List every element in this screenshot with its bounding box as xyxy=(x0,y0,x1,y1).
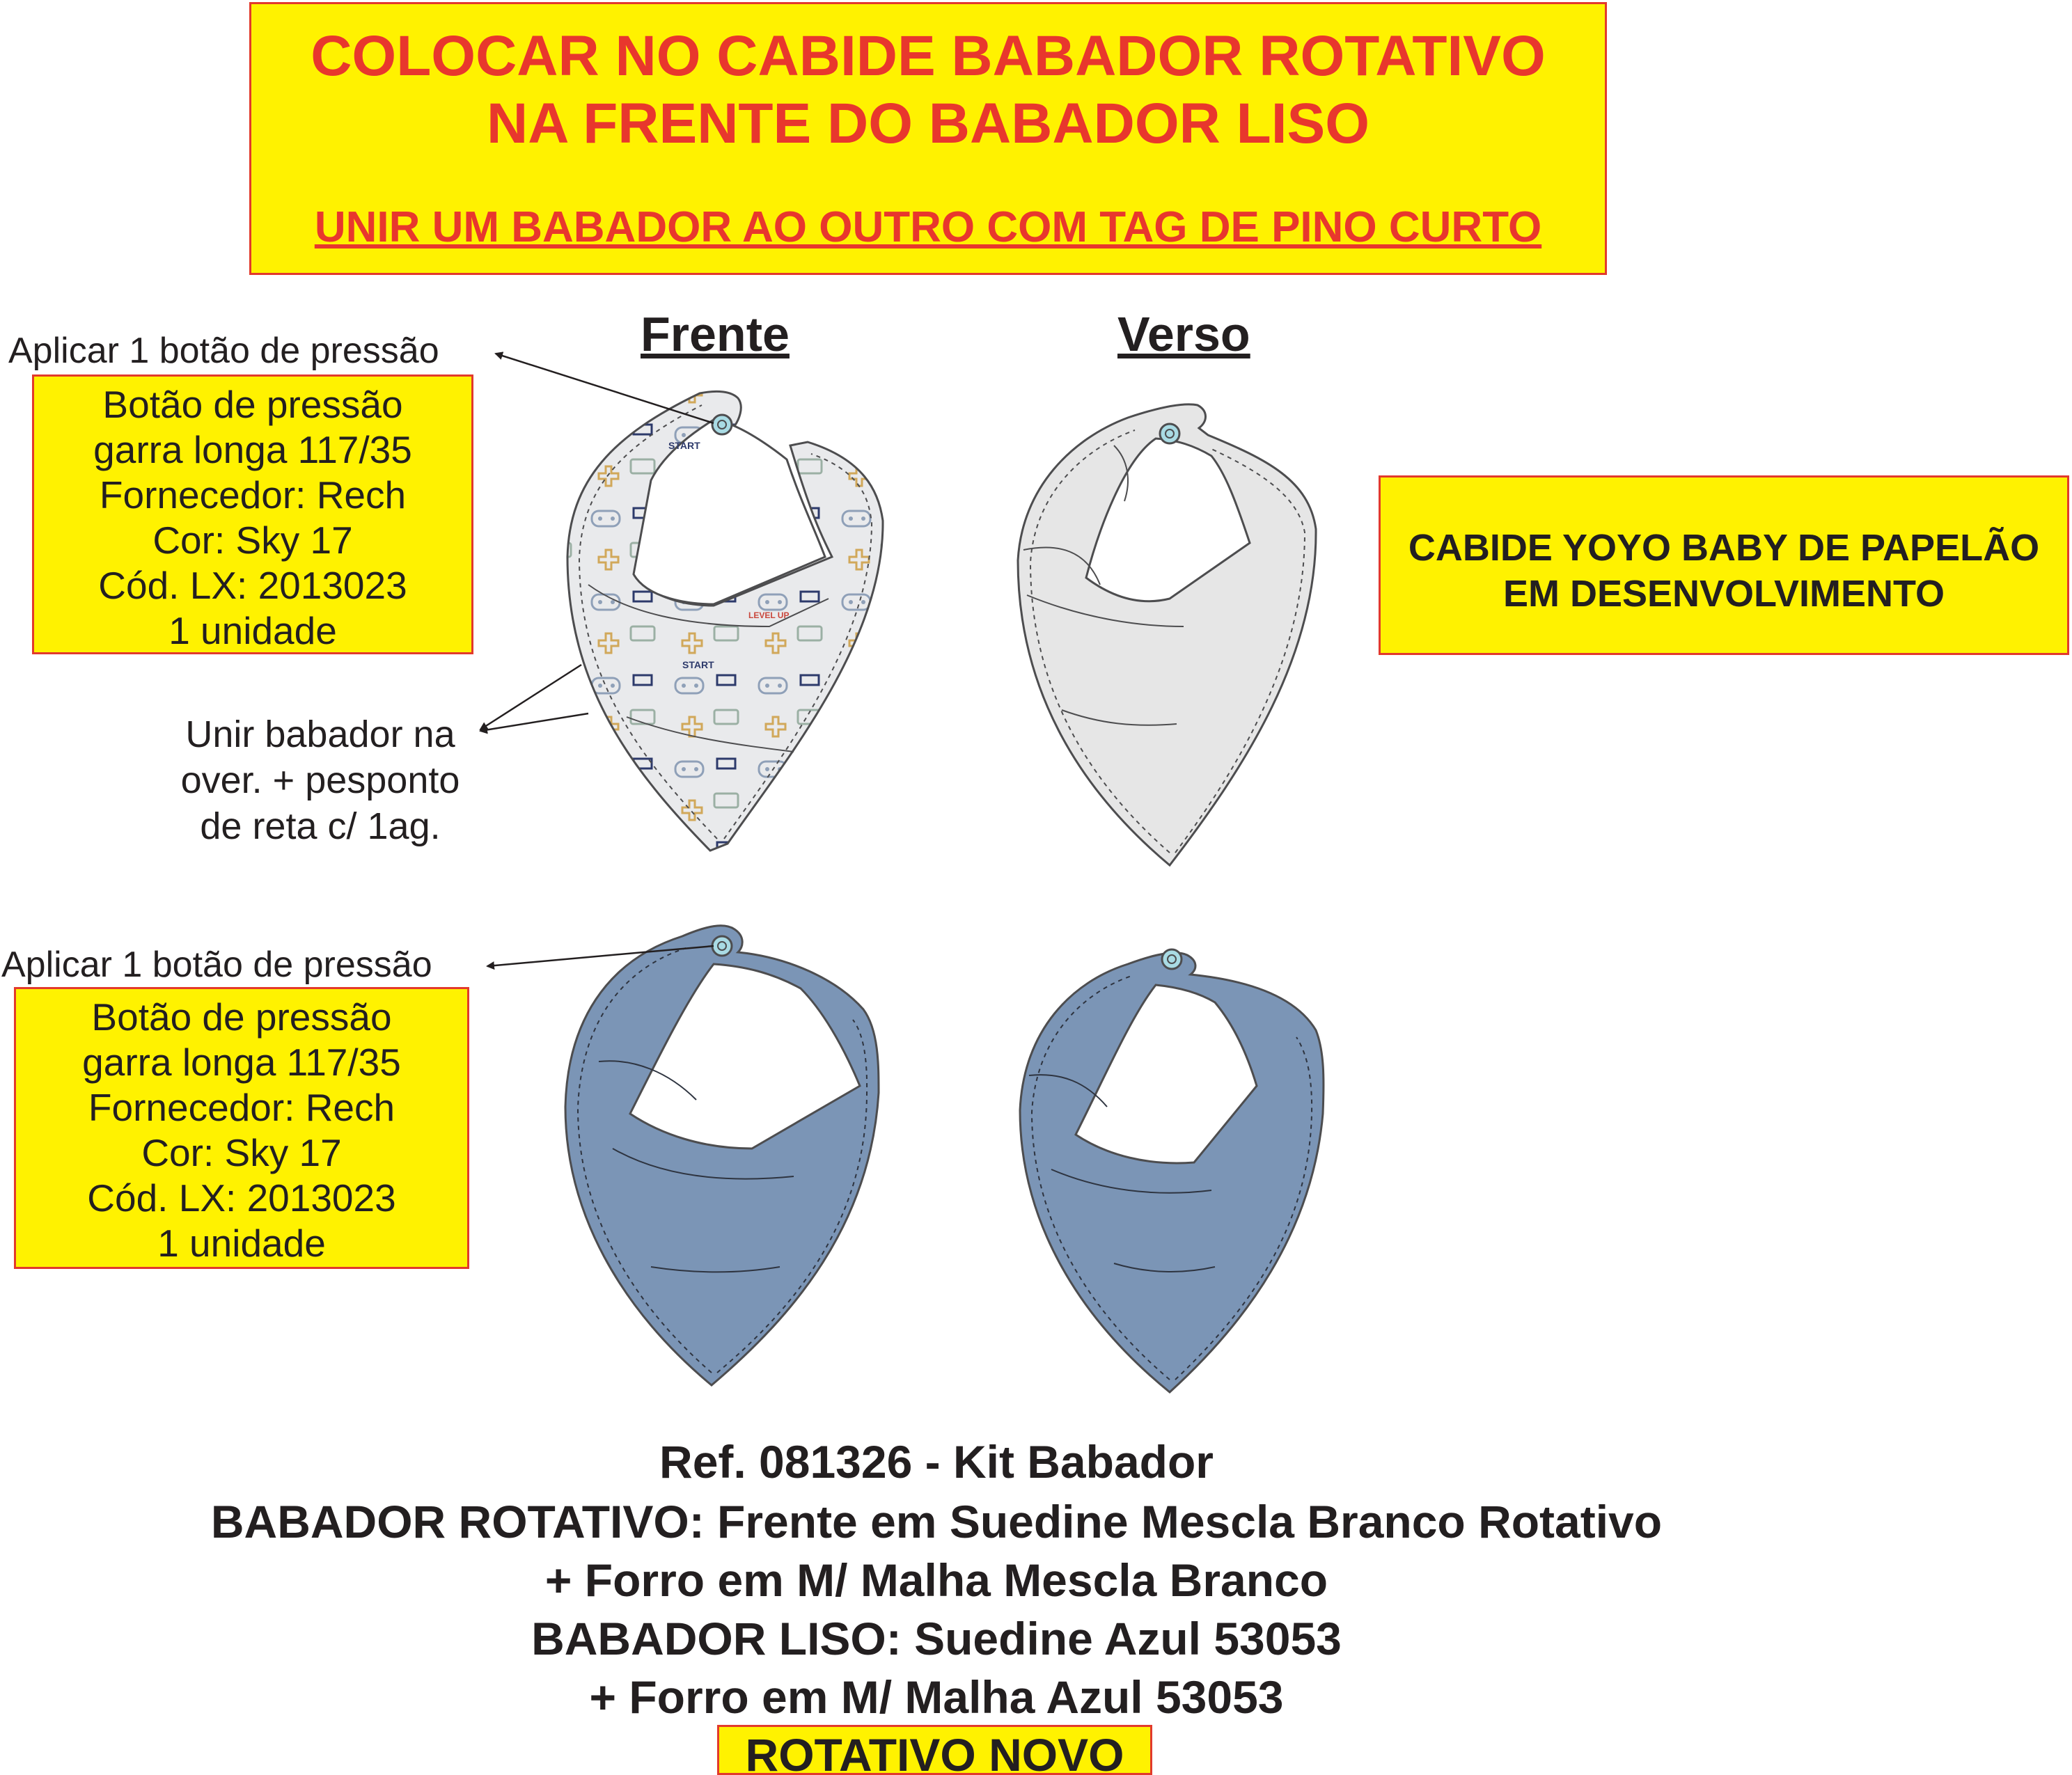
bib-blue-front xyxy=(565,926,879,1385)
spec-line: Cód. LX: 2013023 xyxy=(87,1176,396,1220)
spec-line: garra longa 117/35 xyxy=(93,428,412,471)
spec-line: Cód. LX: 2013023 xyxy=(98,564,407,607)
spec-line: garra longa 117/35 xyxy=(82,1041,401,1084)
spec-line: Fornecedor: Rech xyxy=(99,473,407,516)
hanger-line: CABIDE YOYO BABY DE PAPELÃO xyxy=(1408,527,2040,569)
footer-liso-desc: BABADOR LISO: Suedine Azul 53053 xyxy=(531,1613,1342,1664)
spec-line: Botão de pressão xyxy=(91,995,392,1039)
spec-line: Fornecedor: Rech xyxy=(88,1086,395,1129)
snap-button-icon xyxy=(1160,424,1179,443)
print-word-level-up: LEVEL UP xyxy=(748,610,790,620)
header-line-1: COLOCAR NO CABIDE BABADOR ROTATIVO xyxy=(311,24,1546,88)
footer-ref: Ref. 081326 - Kit Babador xyxy=(659,1436,1214,1488)
apply-snap-label-bottom: Aplicar 1 botão de pressão xyxy=(1,945,432,985)
arrow-snap-top xyxy=(496,354,714,423)
spec-line: 1 unidade xyxy=(157,1222,326,1265)
seam-note-line: Unir babador na xyxy=(185,713,455,755)
bib-blue-back xyxy=(1020,949,1324,1392)
bib-printed-front xyxy=(567,391,883,851)
spec-line: Cor: Sky 17 xyxy=(141,1131,342,1174)
snap-button-icon xyxy=(1162,949,1182,969)
arrow-seam-upper xyxy=(480,665,581,729)
header-line-2: NA FRENTE DO BABADOR LISO xyxy=(487,92,1369,155)
print-word-start: START xyxy=(682,659,714,670)
seam-note-line: over. + pesponto xyxy=(180,759,460,801)
rotativo-novo-badge xyxy=(717,1725,1152,1775)
arrow-seam-lower xyxy=(480,713,588,731)
footer-rotativo-lining: + Forro em M/ Malha Mescla Branco xyxy=(544,1554,1328,1606)
footer-liso-lining: + Forro em M/ Malha Azul 53053 xyxy=(589,1671,1284,1723)
rotativo-novo-label: ROTATIVO NOVO xyxy=(745,1729,1124,1775)
back-view-label: Verso xyxy=(1117,307,1250,361)
spec-line: 1 unidade xyxy=(168,609,337,652)
spec-line: Cor: Sky 17 xyxy=(152,519,353,562)
seam-note-line: de reta c/ 1ag. xyxy=(200,805,441,847)
hanger-line: EM DESENVOLVIMENTO xyxy=(1502,573,1945,615)
bib-grey-back xyxy=(1018,404,1316,865)
apply-snap-label-top: Aplicar 1 botão de pressão xyxy=(8,331,439,371)
snap-button-icon xyxy=(712,936,732,956)
footer-rotativo-desc: BABADOR ROTATIVO: Frente em Suedine Mescla Branco Rotativo xyxy=(210,1496,1663,1547)
front-view-label: Frente xyxy=(641,307,790,361)
header-line-3: UNIR UM BABADOR AO OUTRO COM TAG DE PINO CURTO xyxy=(314,203,1542,251)
snap-button-icon xyxy=(712,415,732,434)
print-word-start: START xyxy=(668,440,700,451)
spec-line: Botão de pressão xyxy=(102,383,403,426)
